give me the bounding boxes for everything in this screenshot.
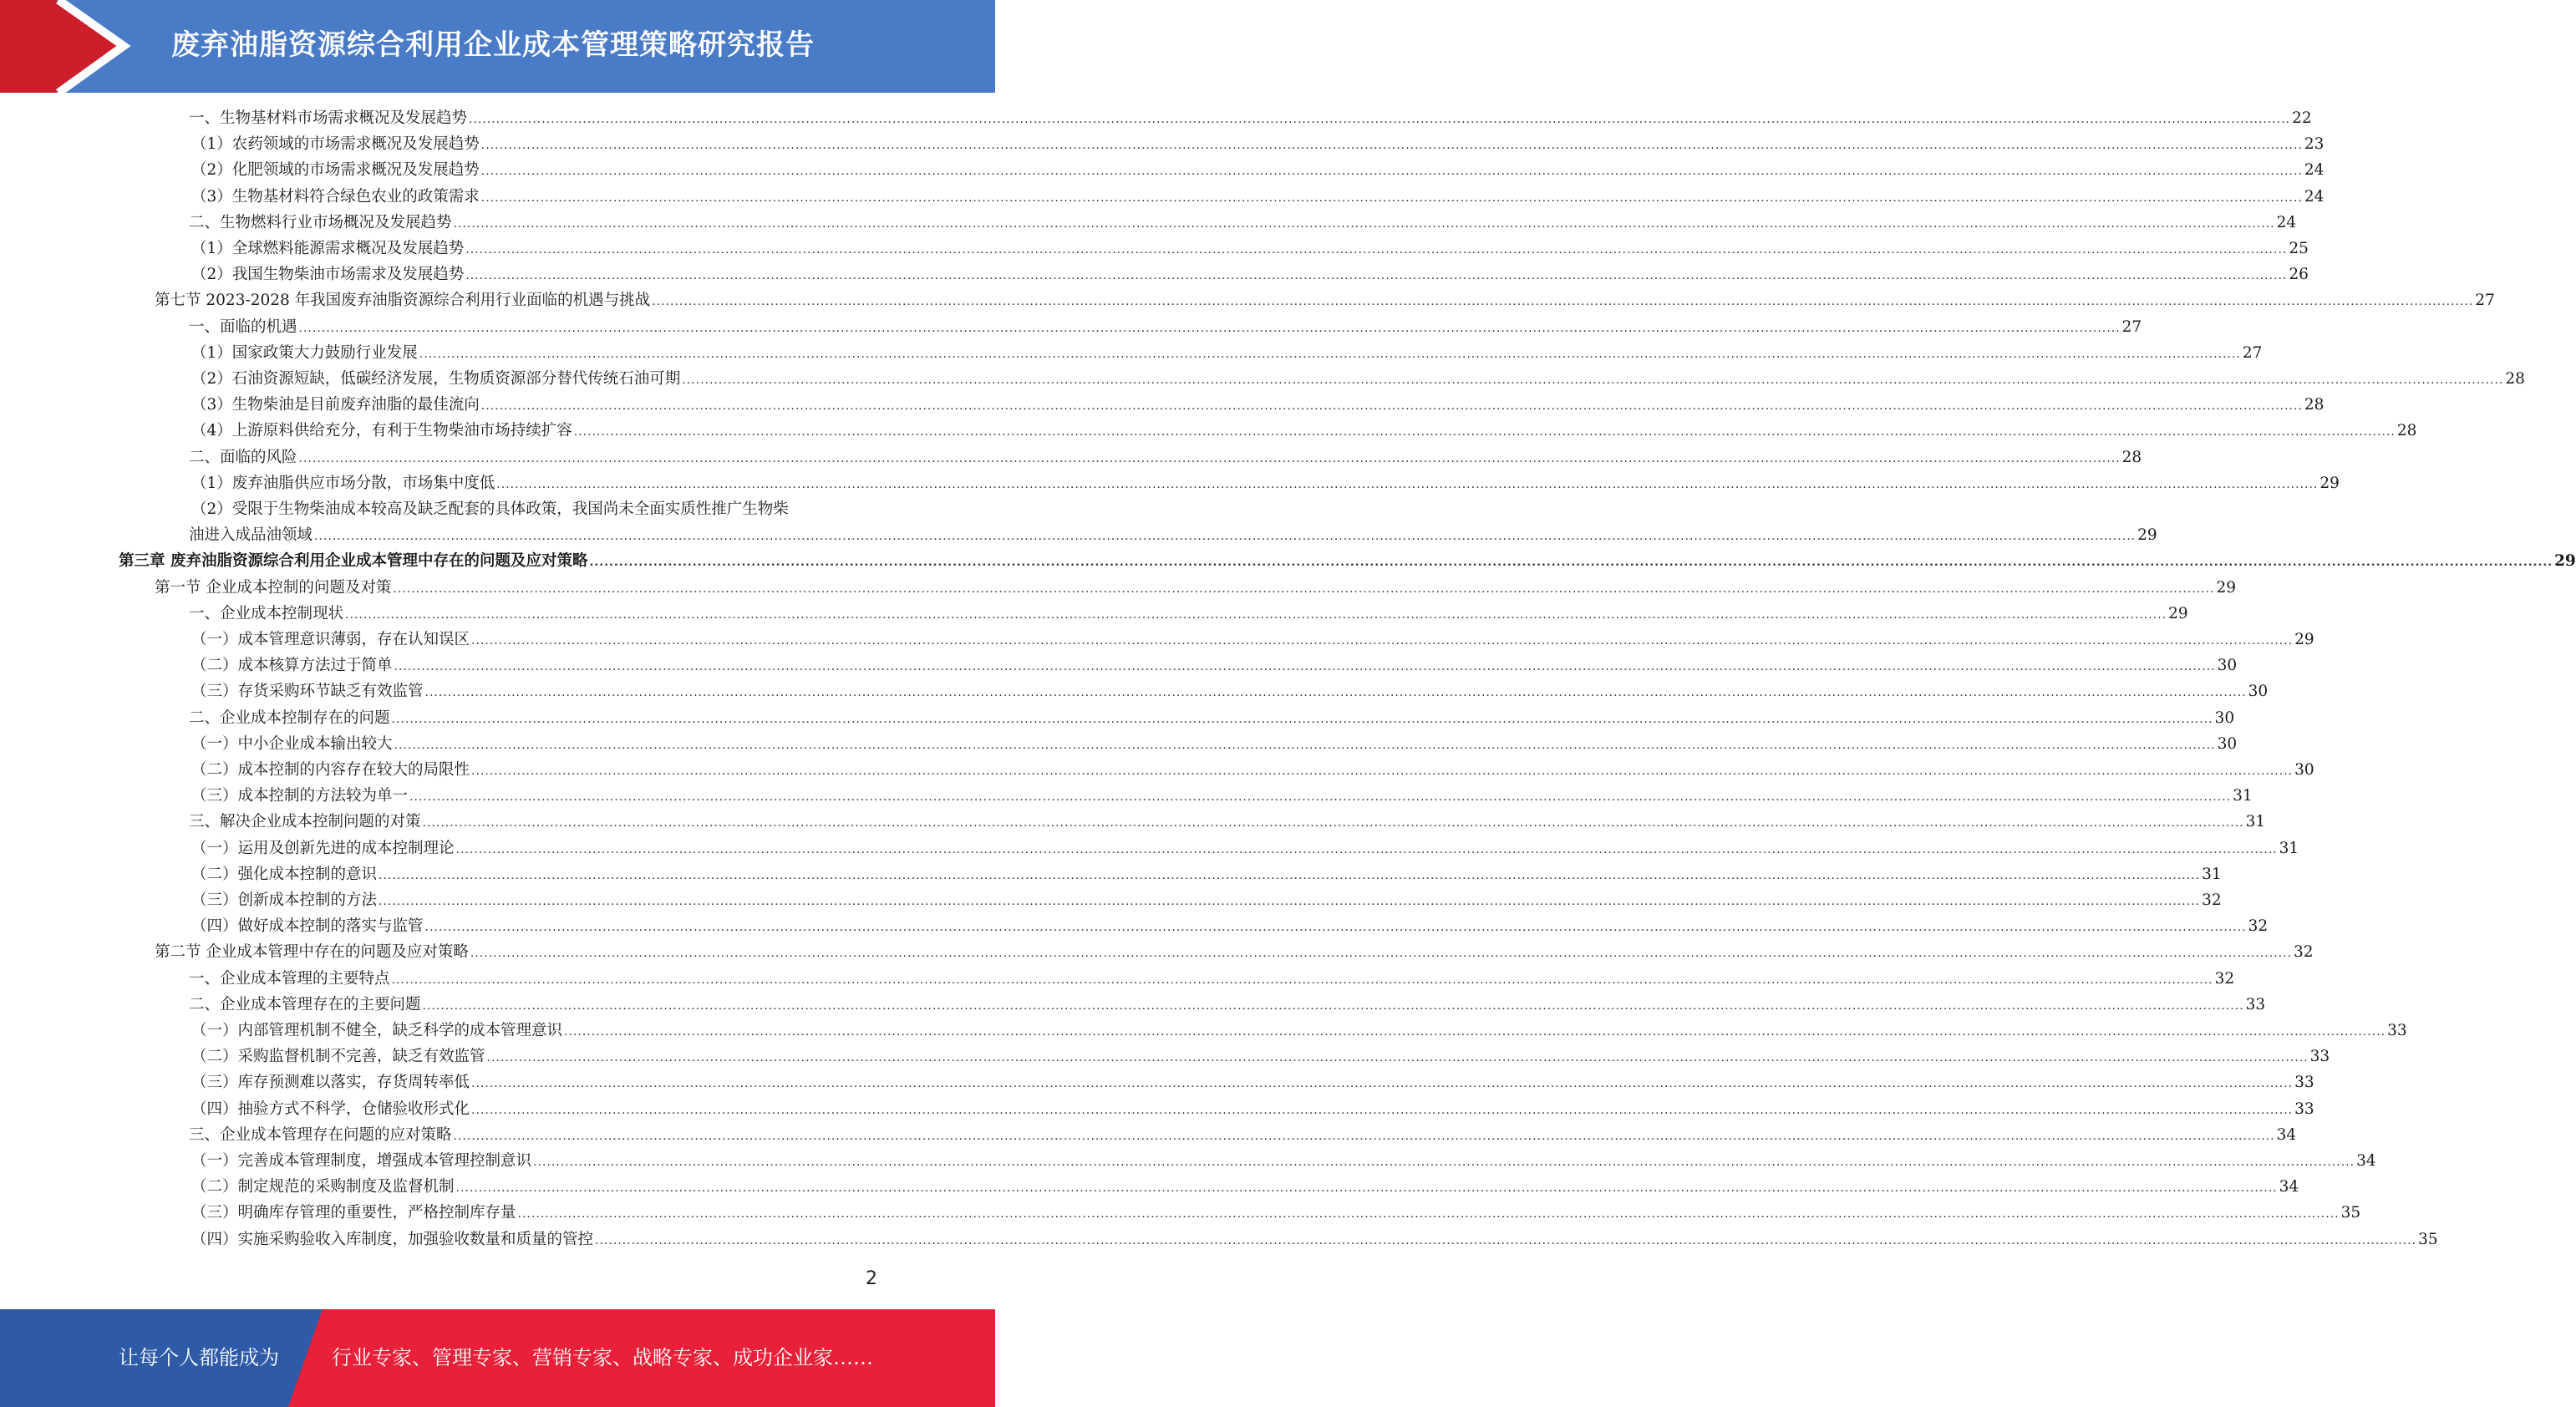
toc-entry[interactable] — [191, 836, 2299, 863]
toc-entry-title: （一）运用及创新先进的成本控制理论 — [191, 839, 455, 857]
toc-entry-title: （2）石油资源短缺，低碳经济发展，生物质资源部分替代传统石油可期 — [191, 370, 681, 388]
toc-entry[interactable] — [191, 627, 2314, 654]
toc-leader-dots: ................................................................................................................................................................................................................................................................................................................................................................................................................ — [424, 921, 2247, 935]
toc-leader-dots: ................................................................................................................................................................................................................................................................................................................................................................................................................ — [486, 1051, 2309, 1065]
toc-page-number: 30 — [2248, 683, 2269, 701]
toc-page-number: 23 — [2304, 135, 2324, 154]
toc-entry-title: 二、生物燃料行业市场概况及发展趋势 — [189, 213, 452, 231]
toc-entry[interactable] — [191, 1069, 2314, 1097]
toc-entry[interactable] — [189, 705, 2235, 733]
toc-page-number: 31 — [2202, 865, 2222, 883]
toc-chapter-entry[interactable] — [119, 548, 2576, 576]
toc-page-number: 33 — [2387, 1022, 2407, 1039]
toc-leader-dots: ................................................................................................................................................................................................................................................................................................................................................................................................................ — [469, 113, 2291, 126]
toc-page-number: 30 — [2217, 734, 2238, 753]
toc-leader-dots: ................................................................................................................................................................................................................................................................................................................................................................................................................ — [533, 1156, 2355, 1169]
page-header — [0, 0, 995, 93]
toc-entry[interactable] — [191, 470, 2340, 498]
toc-page-number: 35 — [2340, 1204, 2361, 1222]
toc-entry-title: （二）采购监督机制不完善，缺乏有效监管 — [191, 1048, 485, 1066]
toc-page-number: 29 — [2216, 578, 2237, 597]
toc-entry-title: （四）做好成本控制的落实与监管 — [191, 917, 424, 936]
toc-section-entry[interactable] — [155, 287, 2495, 315]
toc-section-entry[interactable] — [155, 939, 2314, 967]
toc-entry-title: （三）库存预测难以落实，存货周转率低 — [191, 1074, 470, 1092]
toc-entry[interactable] — [191, 131, 2324, 159]
toc-entry-title: 二、面临的风险 — [189, 448, 297, 466]
toc-entry-title: （二）成本控制的内容存在较大的局限性 — [191, 761, 470, 779]
toc-entry[interactable] — [189, 1122, 2297, 1150]
toc-entry[interactable] — [189, 210, 2297, 237]
toc-leader-dots: ................................................................................................................................................................................................................................................................................................................................................................................................................ — [409, 790, 2232, 805]
toc-entry[interactable] — [191, 731, 2238, 759]
toc-entry[interactable] — [189, 809, 2266, 836]
toc-leader-dots: ................................................................................................................................................................................................................................................................................................................................................................................................................ — [595, 1233, 2417, 1247]
footer-slogan-left: 让每个人都能成为 — [119, 1346, 279, 1369]
toc-entry[interactable] — [189, 105, 2312, 133]
toc-entry[interactable] — [189, 992, 2266, 1019]
toc-entry-title: （四）实施采购验收入库制度，加强验收数量和质量的管控 — [191, 1230, 594, 1248]
toc-page-number: 31 — [2245, 813, 2266, 831]
toc-leader-dots: ................................................................................................................................................................................................................................................................................................................................................................................................................ — [517, 1207, 2340, 1222]
toc-entry[interactable] — [191, 783, 2253, 810]
toc-leader-dots: ................................................................................................................................................................................................................................................................................................................................................................................................................ — [393, 582, 2215, 596]
header-arrow-red — [0, 0, 121, 93]
toc-entry[interactable] — [191, 184, 2324, 211]
toc-leader-dots: ................................................................................................................................................................................................................................................................................................................................................................................................................ — [480, 399, 2303, 414]
toc-page-number: 32 — [2248, 917, 2269, 936]
toc-entry[interactable] — [191, 861, 2222, 889]
toc-entry[interactable] — [189, 314, 2142, 342]
toc-entry-title: （2）化肥领域的市场需求概况及发展趋势 — [191, 161, 480, 180]
toc-page-number: 33 — [2245, 995, 2266, 1013]
toc-leader-dots: ................................................................................................................................................................................................................................................................................................................................................................................................................ — [453, 1129, 2275, 1143]
toc-page-number: 33 — [2309, 1048, 2330, 1066]
toc-entry-title: 三、解决企业成本控制问题的对策 — [189, 813, 421, 831]
toc-leader-dots: ................................................................................................................................................................................................................................................................................................................................................................................................................ — [379, 868, 2201, 882]
toc-leader-dots: ................................................................................................................................................................................................................................................................................................................................................................................................................ — [453, 216, 2275, 231]
toc-entry[interactable] — [191, 392, 2324, 419]
toc-leader-dots: ................................................................................................................................................................................................................................................................................................................................................................................................................ — [682, 373, 2504, 387]
toc-leader-dots: ................................................................................................................................................................................................................................................................................................................................................................................................................ — [314, 530, 2137, 544]
toc-page-number: 27 — [2475, 292, 2495, 310]
toc-leader-dots: ................................................................................................................................................................................................................................................................................................................................................................................................................ — [470, 947, 2292, 961]
toc-page-number: 33 — [2294, 1100, 2314, 1118]
toc-entry-title: 油进入成品油领域 — [189, 526, 313, 545]
toc-page-number: 24 — [2304, 161, 2324, 180]
toc-entry[interactable] — [191, 340, 2263, 368]
toc-leader-dots: ................................................................................................................................................................................................................................................................................................................................................................................................................ — [480, 190, 2303, 205]
toc-leader-dots: ................................................................................................................................................................................................................................................................................................................................................................................................................ — [345, 607, 2167, 622]
toc-page-number: 30 — [2294, 761, 2314, 779]
toc-entry-title: （4）上游原料供给充分，有利于生物柴油市场持续扩容 — [191, 422, 572, 440]
toc-leader-dots: ................................................................................................................................................................................................................................................................................................................................................................................................................ — [422, 816, 2244, 830]
toc-leader-dots: ................................................................................................................................................................................................................................................................................................................................................................................................................ — [465, 269, 2288, 283]
footer-slogan-right: 行业专家、管理专家、营销专家、战略专家、成功企业家…… — [332, 1346, 873, 1369]
report-title: 废弃油脂资源综合利用企业成本管理策略研究报告 — [171, 28, 815, 62]
toc-leader-dots: ................................................................................................................................................................................................................................................................................................................................................................................................................ — [298, 451, 2121, 465]
toc-page-number: 29 — [2294, 631, 2314, 648]
toc-leader-dots: ................................................................................................................................................................................................................................................................................................................................................................................................................ — [652, 295, 2474, 309]
toc-leader-dots: ................................................................................................................................................................................................................................................................................................................................................................................................................ — [564, 1025, 2386, 1039]
toc-entry-title: 一、企业成本管理的主要特点 — [189, 969, 390, 988]
toc-leader-dots: ................................................................................................................................................................................................................................................................................................................................................................................................................ — [471, 634, 2294, 648]
toc-entry[interactable] — [191, 157, 2324, 185]
toc-entry-title: 一、生物基材料市场需求概况及发展趋势 — [189, 109, 468, 127]
toc-entry-title: 第三章 废弃油脂资源综合利用企业成本管理中存在的问题及应对策略 — [119, 552, 588, 571]
toc-entry-title: （2）我国生物柴油市场需求及发展趋势 — [191, 266, 465, 284]
toc-leader-dots: ................................................................................................................................................................................................................................................................................................................................................................................................................ — [480, 139, 2303, 153]
toc-leader-dots: ................................................................................................................................................................................................................................................................................................................................................................................................................ — [298, 321, 2121, 335]
toc-page-number: 27 — [2242, 343, 2263, 362]
toc-page-number: 34 — [2279, 1178, 2299, 1196]
toc-entry[interactable] — [191, 913, 2269, 941]
toc-page-number: 24 — [2304, 187, 2324, 206]
toc-leader-dots: ................................................................................................................................................................................................................................................................................................................................................................................................................ — [471, 1077, 2294, 1091]
toc-entry[interactable] — [191, 366, 2525, 394]
toc-entry[interactable] — [191, 678, 2269, 706]
toc-leader-dots: ................................................................................................................................................................................................................................................................................................................................................................................................................ — [496, 477, 2319, 491]
page-footer — [0, 1309, 995, 1407]
toc-page-number: 27 — [2121, 317, 2142, 336]
toc-entry[interactable] — [191, 236, 2309, 263]
toc-entry[interactable] — [191, 1174, 2299, 1201]
toc-entry-title: （二）制定规范的采购制度及监督机制 — [191, 1178, 455, 1196]
toc-leader-dots: ................................................................................................................................................................................................................................................................................................................................................................................................................ — [422, 998, 2244, 1013]
toc-page-number: 32 — [2202, 891, 2222, 909]
toc-entry[interactable] — [191, 1227, 2438, 1254]
toc-page-number: 32 — [2293, 943, 2314, 962]
toc-entry-title: （1）全球燃料能源需求概况及发展趋势 — [191, 240, 465, 257]
toc-page-number: 34 — [2356, 1152, 2376, 1170]
toc-leader-dots: ................................................................................................................................................................................................................................................................................................................................................................................................................ — [471, 764, 2294, 778]
toc-page-number: 29 — [2137, 526, 2157, 545]
toc-entry-title: 第七节 2023-2028 年我国废弃油脂资源综合利用行业面临的机遇与挑战 — [155, 292, 651, 310]
toc-page-number: 30 — [2217, 657, 2238, 675]
toc-page-number: 22 — [2292, 109, 2312, 127]
toc-leader-dots: ................................................................................................................................................................................................................................................................................................................................................................................................................ — [589, 556, 2553, 570]
toc-entry-title: （二）成本核算方法过于简单 — [191, 657, 393, 675]
toc-section-entry[interactable] — [155, 575, 2237, 602]
toc-leader-dots: ................................................................................................................................................................................................................................................................................................................................................................................................................ — [465, 243, 2288, 257]
toc-entry-title: （三）创新成本控制的方法 — [191, 891, 378, 909]
toc-page-number: 28 — [2396, 422, 2417, 440]
toc-entry-title: （三）存货采购环节缺乏有效监管 — [191, 683, 424, 701]
toc-leader-dots: ................................................................................................................................................................................................................................................................................................................................................................................................................ — [391, 973, 2213, 987]
toc-page-number: 29 — [2554, 552, 2576, 571]
toc-page-number: 30 — [2214, 709, 2235, 727]
toc-leader-dots: ................................................................................................................................................................................................................................................................................................................................................................................................................ — [391, 712, 2213, 726]
toc-page-number: 31 — [2279, 839, 2299, 857]
toc-page-number: 35 — [2418, 1230, 2438, 1248]
toc-page-number: 28 — [2505, 370, 2525, 388]
toc-entry-title: 三、企业成本管理存在问题的应对策略 — [189, 1125, 452, 1144]
toc-page-number: 25 — [2289, 240, 2309, 257]
toc-page-number: 33 — [2294, 1074, 2314, 1092]
toc-leader-dots: ................................................................................................................................................................................................................................................................................................................................................................................................................ — [455, 1181, 2278, 1196]
toc-entry-title: （1）国家政策大力鼓励行业发展 — [191, 343, 418, 362]
toc-page-number: 24 — [2276, 213, 2297, 231]
toc-page-number: 34 — [2276, 1125, 2297, 1144]
toc-entry[interactable] — [191, 1018, 2407, 1045]
toc-entry-title: （四）抽验方式不科学，仓储验收形式化 — [191, 1100, 470, 1118]
toc-entry-title: （一）中小企业成本输出较大 — [191, 734, 393, 753]
toc-entry-title: 一、企业成本控制现状 — [189, 604, 344, 622]
toc-leader-dots: ................................................................................................................................................................................................................................................................................................................................................................................................................ — [379, 895, 2201, 908]
toc-entry[interactable] — [189, 444, 2142, 472]
toc-entry[interactable] — [191, 757, 2314, 785]
toc-entry-title: （3）生物基材料符合绿色农业的政策需求 — [191, 187, 480, 206]
toc-entry[interactable] — [191, 887, 2222, 915]
toc-page-number: 29 — [2168, 604, 2188, 622]
toc-entry[interactable] — [191, 1096, 2314, 1124]
toc-entry[interactable] — [189, 966, 2235, 993]
toc-entry[interactable] — [191, 1044, 2330, 1071]
toc-entry[interactable] — [191, 262, 2309, 289]
toc-leader-dots: ................................................................................................................................................................................................................................................................................................................................................................................................................ — [480, 165, 2303, 179]
toc-entry[interactable] — [189, 601, 2188, 628]
toc-entry[interactable] — [191, 418, 2417, 445]
toc-entry[interactable] — [191, 1148, 2376, 1176]
toc-entry-title: 第一节 企业成本控制的问题及对策 — [155, 578, 392, 597]
toc-entry-title: （一）内部管理机制不健全，缺乏科学的成本管理意识 — [191, 1022, 563, 1039]
toc-page-number: 28 — [2121, 448, 2142, 466]
toc-leader-dots: ................................................................................................................................................................................................................................................................................................................................................................................................................ — [394, 738, 2216, 752]
toc-entry-title: 二、企业成本控制存在的问题 — [189, 709, 390, 727]
toc-entry-text-line[interactable]: （2）受限于生物柴油成本较高及缺乏配套的具体政策，我国尚未全面实质性推广生物柴 — [191, 500, 789, 518]
toc-entry-title: （二）强化成本控制的意识 — [191, 865, 378, 883]
toc-leader-dots: ................................................................................................................................................................................................................................................................................................................................................................................................................ — [573, 425, 2396, 439]
toc-page-number: 29 — [2319, 474, 2340, 492]
toc-page-number: 32 — [2214, 969, 2235, 988]
toc-entry-title: 第二节 企业成本管理中存在的问题及应对策略 — [155, 943, 469, 962]
toc-entry[interactable] — [191, 653, 2238, 680]
toc-entry-title: （1）废弃油脂供应市场分散，市场集中度低 — [191, 474, 495, 492]
toc-entry-title: （1）农药领域的市场需求概况及发展趋势 — [191, 135, 480, 154]
toc-entry-title: （一）成本管理意识薄弱，存在认知误区 — [191, 631, 470, 648]
toc-page-number: 26 — [2289, 266, 2309, 284]
toc-entry-title: （一）完善成本管理制度，增强成本管理控制意识 — [191, 1152, 532, 1170]
toc-entry[interactable] — [189, 522, 2157, 550]
toc-leader-dots: ................................................................................................................................................................................................................................................................................................................................................................................................................ — [455, 842, 2278, 856]
toc-entry-title: （三）明确库存管理的重要性，严格控制库存量 — [191, 1204, 516, 1222]
toc-leader-dots: ................................................................................................................................................................................................................................................................................................................................................................................................................ — [419, 347, 2241, 361]
toc-page-number: 31 — [2233, 787, 2253, 805]
page-number: 2 — [866, 1268, 877, 1289]
toc-leader-dots: ................................................................................................................................................................................................................................................................................................................................................................................................................ — [394, 660, 2216, 674]
toc-entry-title: （三）成本控制的方法较为单一 — [191, 787, 409, 805]
toc-leader-dots: ................................................................................................................................................................................................................................................................................................................................................................................................................ — [471, 1103, 2294, 1117]
toc-leader-dots: ................................................................................................................................................................................................................................................................................................................................................................................................................ — [424, 686, 2247, 700]
toc-entry[interactable] — [191, 1200, 2361, 1227]
toc-entry-title: （3）生物柴油是目前废弃油脂的最佳流向 — [191, 396, 480, 414]
toc-page-number: 28 — [2304, 396, 2324, 414]
toc-entry-title: 二、企业成本管理存在的主要问题 — [189, 995, 421, 1013]
toc-entry-title: 一、面临的机遇 — [189, 317, 297, 336]
